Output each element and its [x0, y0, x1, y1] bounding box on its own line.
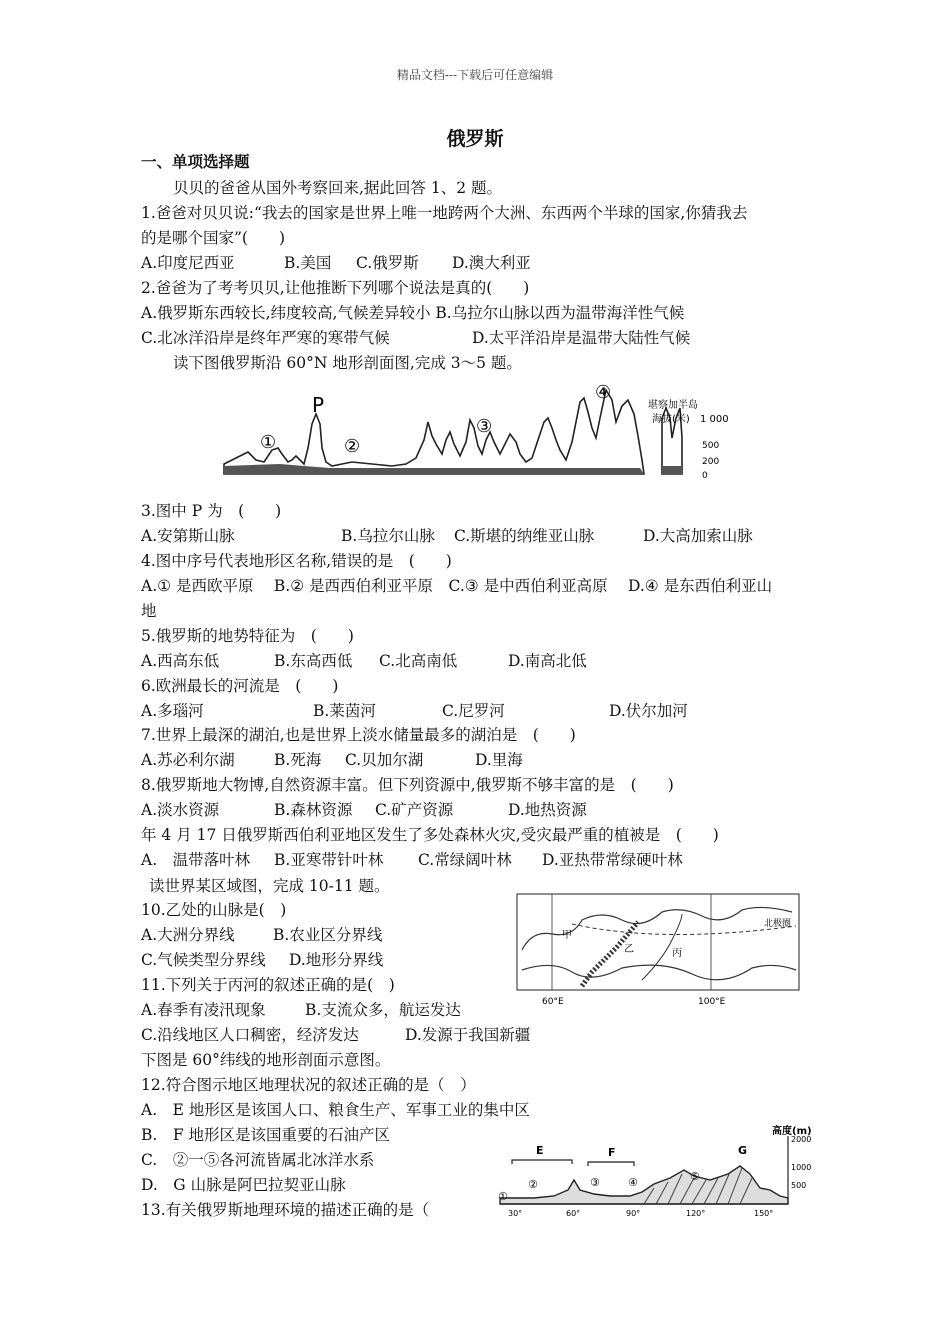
q3-option-a: A.安第斯山脉 [141, 527, 235, 545]
q1-option-d: D.澳大利亚 [452, 254, 531, 272]
q2-option-c: C.北冰洋沿岸是终年严寒的寒带气候 [141, 329, 390, 347]
q9-option-d: D.亚热带常绿硬叶林 [542, 851, 683, 869]
q3-option-c: C.斯堪的纳维亚山脉 [454, 527, 595, 545]
q9-option-b: B.亚寒带针叶林 [274, 851, 384, 869]
tick-2000: 2000 [791, 1135, 812, 1144]
q10-question: 10.乙处的山脉是( ) [141, 901, 287, 919]
q6-option-c: C.尼罗河 [442, 702, 505, 720]
q1-line1: 1.爸爸对贝贝说:“我去的国家是世界上唯一地跨两个大洲、东西两个半球的国家,你猜我去 [141, 204, 748, 222]
tick-200: 200 [702, 457, 720, 467]
q4-options-cont: 地 [141, 602, 157, 620]
q2-options-row1: A.俄罗斯东西较长,纬度较高,气候差异较小 B.乌拉尔山脉以西为温带海洋性气候 [141, 304, 685, 322]
label-circle-2: ② [528, 1178, 538, 1191]
label-circle-1: ① [498, 1190, 508, 1203]
label-jia: 甲 [562, 930, 572, 941]
q6-option-d: D.伏尔加河 [609, 702, 688, 720]
map-frame [517, 894, 799, 990]
q4-question: 4.图中序号代表地形区名称,错误的是 ( ) [141, 552, 452, 570]
q5-option-d: D.南高北低 [508, 652, 587, 670]
q12-option-d: D. G 山脉是阿巴拉契亚山脉 [141, 1176, 346, 1194]
tick-500: 500 [791, 1181, 807, 1190]
q11-option-b: B.支流众多，航运发达 [305, 1001, 461, 1019]
tick-1000: 1000 [791, 1163, 812, 1172]
q9-option-c: C.常绿阔叶林 [418, 851, 512, 869]
q10-option-a: A.大洲分界线 [141, 926, 235, 944]
q13-question: 13.有关俄罗斯地理环境的描述正确的是（ [141, 1201, 430, 1219]
q5-option-a: A.西高东低 [141, 652, 220, 670]
x-tick-150: 150° [754, 1209, 774, 1218]
q7-option-d: D.里海 [475, 751, 523, 769]
q7-option-c: C.贝加尔湖 [345, 751, 424, 769]
q2-question: 2.爸爸为了考考贝贝,让他推断下列哪个说法是真的( ) [141, 279, 530, 297]
label-circle-3: ③ [476, 416, 493, 437]
intro-q10-11: 读世界某区域图，完成 10-11 题。 [149, 877, 390, 895]
q6-option-b: B.莱茵河 [313, 702, 376, 720]
q11-question: 11.下列关于丙河的叙述正确的是( ) [141, 976, 395, 994]
q1-line2: 的是哪个国家”( ) [141, 229, 286, 247]
q11-option-d: D.发源于我国新疆 [405, 1026, 531, 1044]
q2-option-d: D.太平洋沿岸是温带大陆性气候 [472, 329, 691, 347]
q9-question: 年 4 月 17 日俄罗斯西伯利亚地区发生了多处森林火灾,受灾最严重的植被是 ( ) [141, 826, 719, 844]
profile-fill [500, 1166, 788, 1204]
q5-option-b: B.东高西低 [274, 652, 353, 670]
latitude-60-profile-figure [494, 1118, 820, 1220]
intro-q12: 下图是 60°纬线的地形剖面示意图。 [141, 1051, 391, 1069]
q4-options: A.① 是西欧平原 B.② 是西西伯利亚平原 C.③ 是中西伯利亚高原 D.④ 是东西伯利亚山 [141, 577, 773, 595]
region-map-figure [512, 890, 802, 1008]
x-tick-120: 120° [686, 1209, 706, 1218]
bracket-f [588, 1162, 634, 1166]
label-circle-2: ② [344, 436, 361, 457]
q12-option-a: A. E 地形区是该国人口、粮食生产、军事工业的集中区 [141, 1101, 530, 1119]
q8-option-a: A.淡水资源 [141, 801, 220, 819]
tick-0: 0 [702, 471, 708, 481]
q7-option-a: A.苏必利尔湖 [141, 751, 235, 769]
label-100e: 100°E [698, 997, 726, 1007]
q10-option-d: D.地形分界线 [289, 951, 384, 969]
q10-option-b: B.农业区分界线 [273, 926, 383, 944]
q8-question: 8.俄罗斯地大物博,自然资源丰富。但下列资源中,俄罗斯不够丰富的是 ( ) [141, 776, 674, 794]
q12-question: 12.符合图示地区地理状况的叙述正确的是（ ） [141, 1076, 476, 1094]
q1-option-a: A.印度尼西亚 [141, 254, 235, 272]
intro-q3-5: 读下图俄罗斯沿 60°N 地形剖面图,完成 3～5 题。 [173, 354, 522, 372]
label-e: E [536, 1144, 544, 1157]
label-f: F [608, 1146, 616, 1159]
q12-option-c: C. ②一⑤各河流皆属北冰洋水系 [141, 1151, 375, 1169]
label-60e: 60°E [542, 997, 564, 1007]
q11-option-a: A.春季有凌汛现象 [141, 1001, 266, 1019]
label-circle-4: ④ [595, 382, 612, 403]
bracket-e [512, 1160, 572, 1164]
q6-question: 6.欧洲最长的河流是 ( ) [141, 677, 339, 695]
q1-option-b: B.美国 [284, 254, 332, 272]
q5-question: 5.俄罗斯的地势特征为 ( ) [141, 627, 354, 645]
page-header: 精品文档---下载后可任意编辑 [396, 68, 554, 82]
tick-1000: 1 000 [700, 414, 729, 425]
label-bing: 丙 [672, 948, 682, 959]
x-tick-60: 60° [566, 1209, 581, 1218]
q3-option-b: B.乌拉尔山脉 [341, 527, 435, 545]
label-g: G [738, 1144, 748, 1157]
label-p: P [312, 393, 325, 417]
q12-option-b: B. F 地形区是该国重要的石油产区 [141, 1126, 391, 1144]
label-arctic-circle: 北极圈 [764, 919, 792, 929]
q5-option-c: C.北高南低 [379, 652, 458, 670]
label-circle-4: ④ [628, 1176, 638, 1189]
q9-option-a: A. 温带落叶林 [141, 851, 251, 869]
label-circle-1: ① [260, 432, 277, 453]
label-yi: 乙 [624, 944, 634, 955]
terrain-profile-60n-figure [220, 378, 740, 483]
q7-question: 7.世界上最深的湖泊,也是世界上淡水储量最多的湖泊是 ( ) [141, 726, 576, 744]
intro-q1-2: 贝贝的爸爸从国外考察回来,据此回答 1、2 题。 [173, 179, 503, 197]
q7-option-b: B.死海 [274, 751, 322, 769]
label-altitude: 海拔(米) [652, 414, 690, 425]
page-title: 俄罗斯 [446, 128, 504, 150]
x-tick-30: 30° [508, 1209, 523, 1218]
x-tick-90: 90° [626, 1209, 641, 1218]
q10-option-c: C.气候类型分界线 [141, 951, 266, 969]
label-height-unit: 高度(m) [772, 1126, 812, 1137]
tick-500: 500 [702, 441, 720, 451]
q6-option-a: A.多瑙河 [141, 702, 204, 720]
label-kamchatka: 堪察加半岛 [648, 400, 698, 411]
q3-question: 3.图中 P 为 ( ) [141, 502, 282, 520]
label-circle-5: ⑤ [690, 1170, 700, 1183]
q8-option-c: C.矿产资源 [375, 801, 454, 819]
section-heading: 一、单项选择题 [141, 152, 250, 171]
q8-option-d: D.地热资源 [508, 801, 587, 819]
q8-option-b: B.森林资源 [274, 801, 353, 819]
q1-option-c: C.俄罗斯 [356, 254, 419, 272]
kamchatka-base [662, 466, 682, 474]
terrain-silhouette [224, 390, 644, 474]
label-circle-3: ③ [590, 1176, 600, 1189]
q3-option-d: D.大高加索山脉 [643, 527, 753, 545]
q11-option-c: C.沿线地区人口稠密，经济发达 [141, 1026, 359, 1044]
